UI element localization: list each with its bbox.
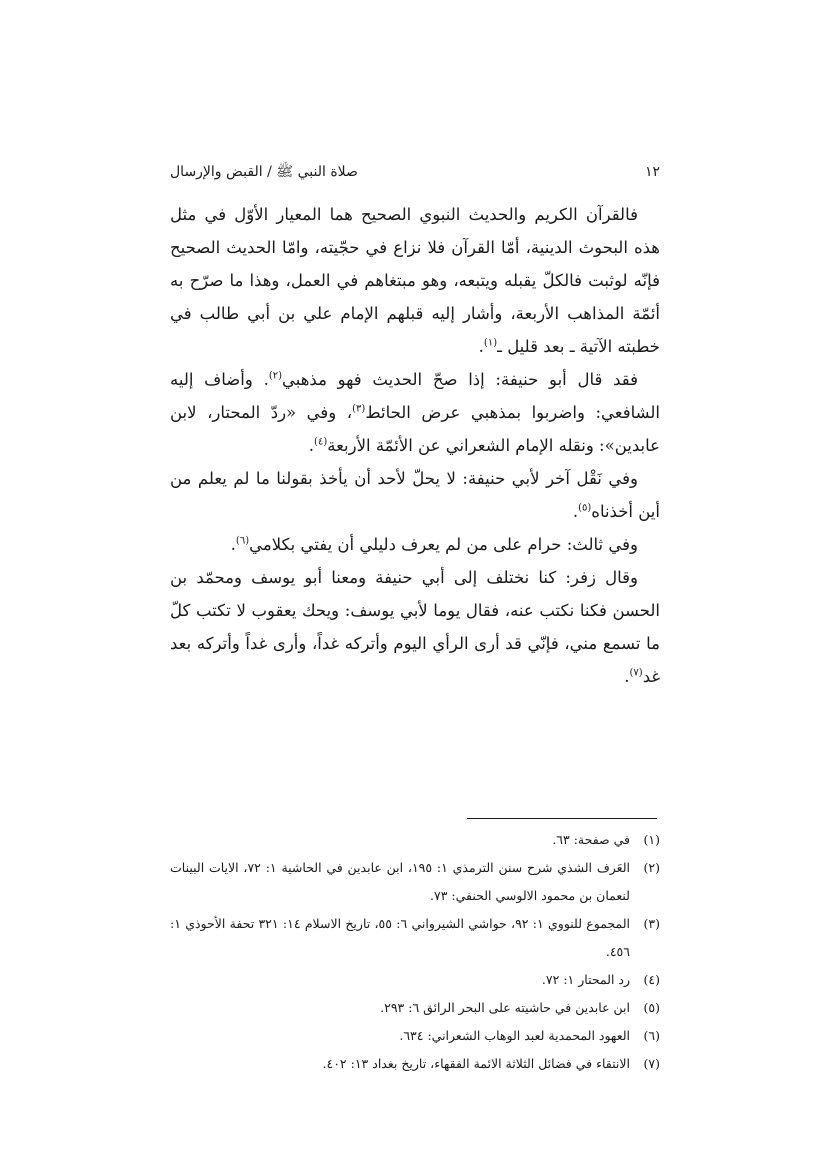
footnote-text: العَرف الشذي شرح سنن الترمذي ١: ١٩٥، ابن عابدين في الحاشية ١: ٧٢، الايات البينات لنعمان بن محمود الالوسي الحنفي: ٧٣.: [170, 860, 630, 903]
footnote-2: [170, 854, 660, 910]
paragraph-2-text-c: ، وفي «ردّ المحتار، لابن عابدين»: ونقله الإمام الشعراني عن الأئمّة الأربعة: [170, 403, 660, 455]
paragraph-3-text: وفي نَقْل آخر لأبي حنيفة: لا يحلّ لأحد أن يأخذ بقولنا ما لم يعلم من أين أخذناه: [170, 469, 660, 521]
running-header: [170, 160, 660, 184]
running-title: صلاة النبي ﷺ / القبض والإرسال: [170, 164, 358, 180]
footnote-text: في صفحة: ٦٣.: [552, 832, 630, 847]
paragraph-3-end: .: [572, 502, 579, 521]
paragraph-1-text: فالقرآن الكريم والحديث النبوي الصحيح هما المعيار الأوّل في مثل هذه البحوث الدينية، أمّا القرآن فلا نزاع في حجّيته، وامّا الحديث الصحيح فإنّه لوثبت فالكلّ يقبله ويتبعه، وهو مبتغاهم في العمل، وهذا ما صرّح به أئمّة المذاهب الأربعة، وأشار إليه قبلهم الإمام علي بن أبي طالب في خطبته الآتية ـ بعد قليل ـ: [170, 205, 660, 356]
footnote-number: (٧): [643, 1056, 660, 1071]
footnote-text: رد المحتار ١: ٧٢.: [541, 972, 630, 987]
footnote-ref-5[interactable]: (٥): [578, 502, 592, 514]
footnote-3: [170, 910, 660, 966]
footnote-text: المجموع للنووي ١: ٩٢، حواشي الشيرواني ٦: ٥٥، تاريخ الاسلام ١٤: ٣٢١ تحفة الأحوذي ١: ٤٥٦.: [170, 916, 630, 959]
footnote-ref-1[interactable]: (١): [483, 337, 498, 349]
paragraph-2-end: .: [308, 436, 315, 455]
footnote-number: (١): [643, 832, 660, 847]
footnote-number: (٦): [643, 1028, 660, 1043]
paragraph-4-text: وفي ثالث: حرام على من لم يعرف دليلي أن يفتي بكلامي: [249, 535, 638, 554]
page-number: ١٢: [644, 164, 660, 180]
paragraph-4-end: .: [230, 535, 236, 554]
paragraph-2-text-b: . وأضاف إليه الشافعي: واضربوا بمذهبي عرض الحائط: [170, 370, 660, 422]
paragraph-2-text-a: فقد قال أبو حنيفة: إذا صحّ الحديث فهو مذهبي: [282, 370, 638, 389]
paragraph-5-end: .: [624, 667, 630, 686]
footnote-4: [170, 966, 660, 994]
paragraph-4: [170, 528, 660, 561]
footnote-ref-6[interactable]: (٦): [235, 535, 250, 547]
main-text: [170, 198, 660, 693]
paragraph-3: [170, 462, 660, 528]
paragraph-2: [170, 363, 660, 462]
footnote-6: [170, 1022, 660, 1050]
footnotes: [170, 826, 660, 1078]
footnote-number: (٢): [643, 860, 660, 875]
paragraph-1-end: .: [478, 337, 484, 356]
footnote-text: الانتقاء في فضائل الثلاثة الائمة الفقهاء، تاريخ بغداد ١٣: ٤٠٢.: [322, 1056, 630, 1071]
footnote-text: ابن عابدين في حاشيته على البحر الرائق ٦: ٢٩٣.: [380, 1000, 630, 1015]
paragraph-5: [170, 561, 660, 693]
footnote-ref-4[interactable]: (٤): [314, 436, 328, 448]
paragraph-5-text: وقال زفر: كنا نختلف إلى أبي حنيفة ومعنا أبو يوسف ومحمّد بن الحسن فكنا نكتب عنه، فقال يوما لأبي يوسف: ويحك يعقوب لا تكتب كلّ ما تسمع مني، فإنّي قد أرى الرأي اليوم وأتركه غداً، وأرى غداً وأتركه بعد غد: [170, 568, 660, 686]
footnote-ref-7[interactable]: (٧): [629, 667, 643, 679]
paragraph-1: [170, 198, 660, 363]
footnote-ref-3[interactable]: (٣): [352, 403, 366, 415]
footnote-ref-2[interactable]: (٢): [268, 370, 282, 382]
footnote-1: [170, 826, 660, 854]
footnote-number: (٣): [643, 916, 660, 931]
footnote-number: (٥): [643, 1000, 660, 1015]
footnote-text: العهود المحمدية لعبد الوهاب الشعراني: ٦٣٤.: [399, 1028, 630, 1043]
footnote-number: (٤): [643, 972, 660, 987]
footnote-separator: [467, 818, 657, 819]
footnote-5: [170, 994, 660, 1022]
footnote-7: [170, 1050, 660, 1078]
